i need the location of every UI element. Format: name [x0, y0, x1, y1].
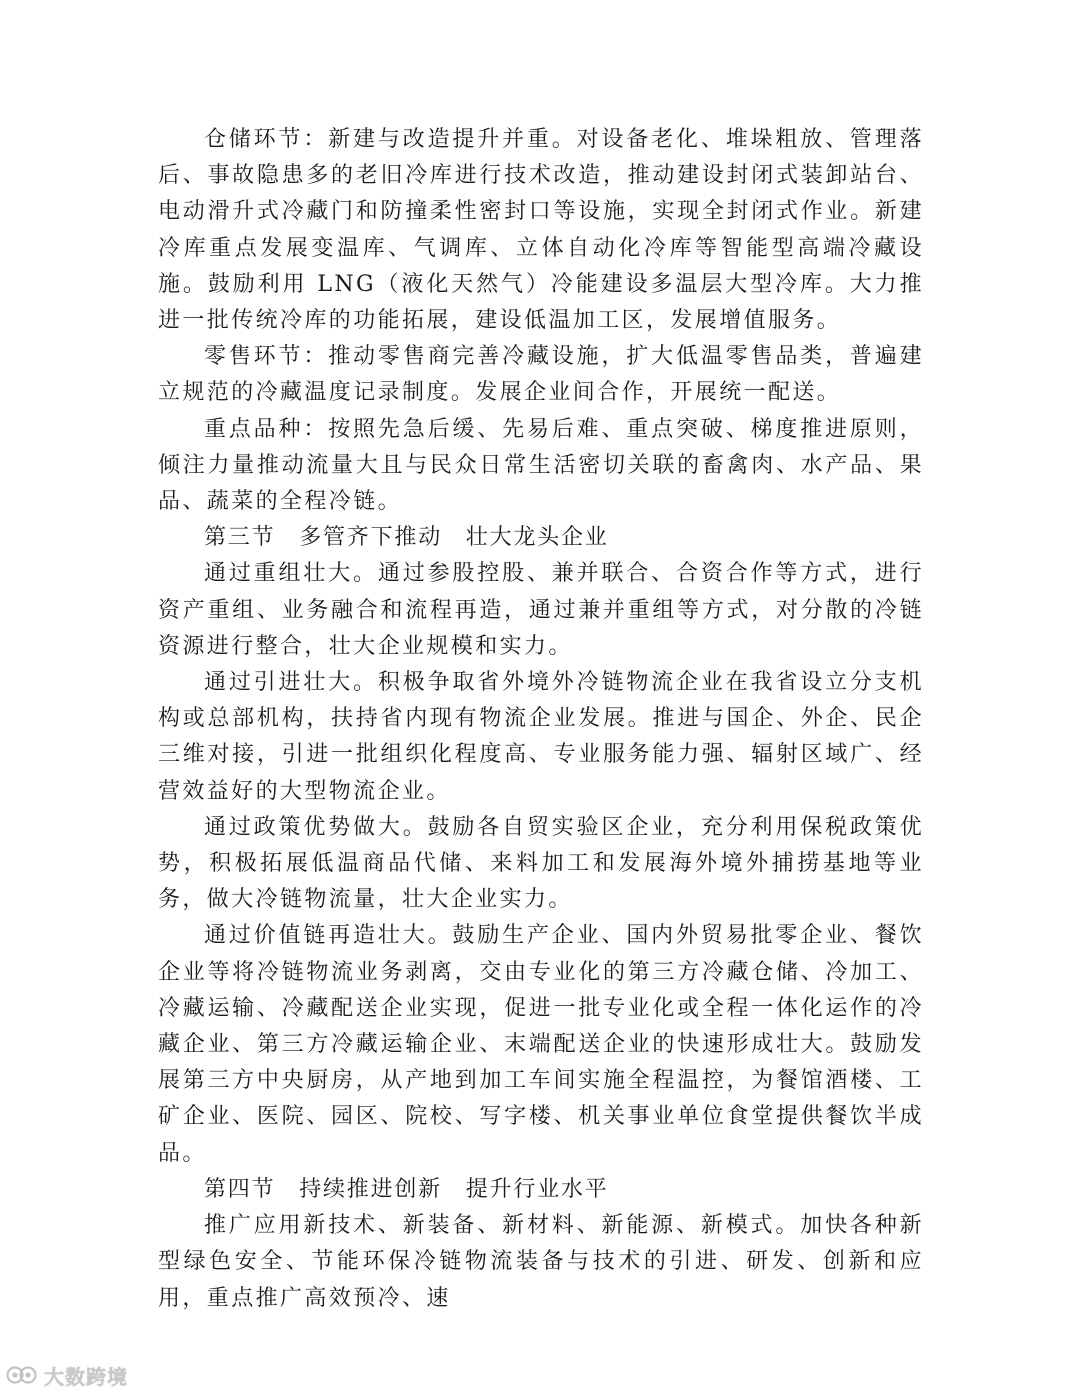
paragraph-value-chain: 通过价值链再造壮大。鼓励生产企业、国内外贸易批零企业、餐饮企业等将冷链物流业务剥离，交由专业化的第三方冷藏仓储、冷加工、冷藏运输、冷藏配送企业实现，促进一批专业化或全程一体化运作的冷藏企业、第三方冷藏运输企业、末端配送企业的快速形成壮大。鼓励发展第三方中央厨房，从产地到加工车间实施全程温控，为餐馆酒楼、工矿企业、医院、园区、院校、写字楼、机关事业单位食堂提供餐饮半成品。 — [158, 923, 924, 1166]
paragraph-key-varieties: 重点品种：按照先急后缓、先易后难、重点突破、梯度推进原则，倾注力量推动流量大且与民众日常生活密切关联的畜禽肉、水产品、果品、蔬菜的全程冷链。 — [158, 416, 924, 515]
paragraph-policy-advantage: 通过政策优势做大。鼓励各自贸实验区企业，充分利用保税政策优势，积极拓展低温商品代储、来料加工和发展海外境外捕捞基地等业务，做大冷链物流量，壮大企业实力。 — [158, 814, 924, 913]
paragraph-introduction: 通过引进壮大。积极争取省外境外冷链物流企业在我省设立分支机构或总部机构，扶持省内现有物流企业发展。推进与国企、外企、民企三维对接，引进一批组织化程度高、专业服务能力强、辐射区域广、经营效益好的大型物流企业。 — [158, 670, 924, 804]
section-heading-3: 第三节 多管齐下推动 壮大龙头企业 — [204, 525, 609, 551]
eye-logo-icon — [6, 1364, 40, 1386]
watermark — [6, 1360, 128, 1390]
watermark-text: 大数跨境 — [44, 1364, 128, 1389]
section-heading-4: 第四节 持续推进创新 提升行业水平 — [204, 1176, 609, 1202]
paragraph-retail: 零售环节：推动零售商完善冷藏设施，扩大低温零售品类，普遍建立规范的冷藏温度记录制度。发展企业间合作，开展统一配送。 — [158, 344, 924, 406]
document-body — [158, 122, 924, 1317]
paragraph-storage: 仓储环节：新建与改造提升并重。对设备老化、堆垛粗放、管理落后、事故隐患多的老旧冷库进行技术改造，推动建设封闭式装卸站台、电动滑升式冷藏门和防撞柔性密封口等设施，实现全封闭式作业。新建冷库重点发展变温库、气调库、立体自动化冷库等智能型高端冷藏设施。鼓励利用 LNG（液化天然气）冷能建设多温层大型冷库。大力推进一批传统冷库的功能拓展，建设低温加工区，发展增值服务。 — [158, 127, 924, 334]
paragraph-restructuring: 通过重组壮大。通过参股控股、兼并联合、合资合作等方式，进行资产重组、业务融合和流程再造，通过兼并重组等方式，对分散的冷链资源进行整合，壮大企业规模和实力。 — [158, 561, 924, 659]
paragraph-new-technology: 推广应用新技术、新装备、新材料、新能源、新模式。加快各种新型绿色安全、节能环保冷链物流装备与技术的引进、研发、创新和应用，重点推广高效预冷、速 — [158, 1213, 924, 1311]
